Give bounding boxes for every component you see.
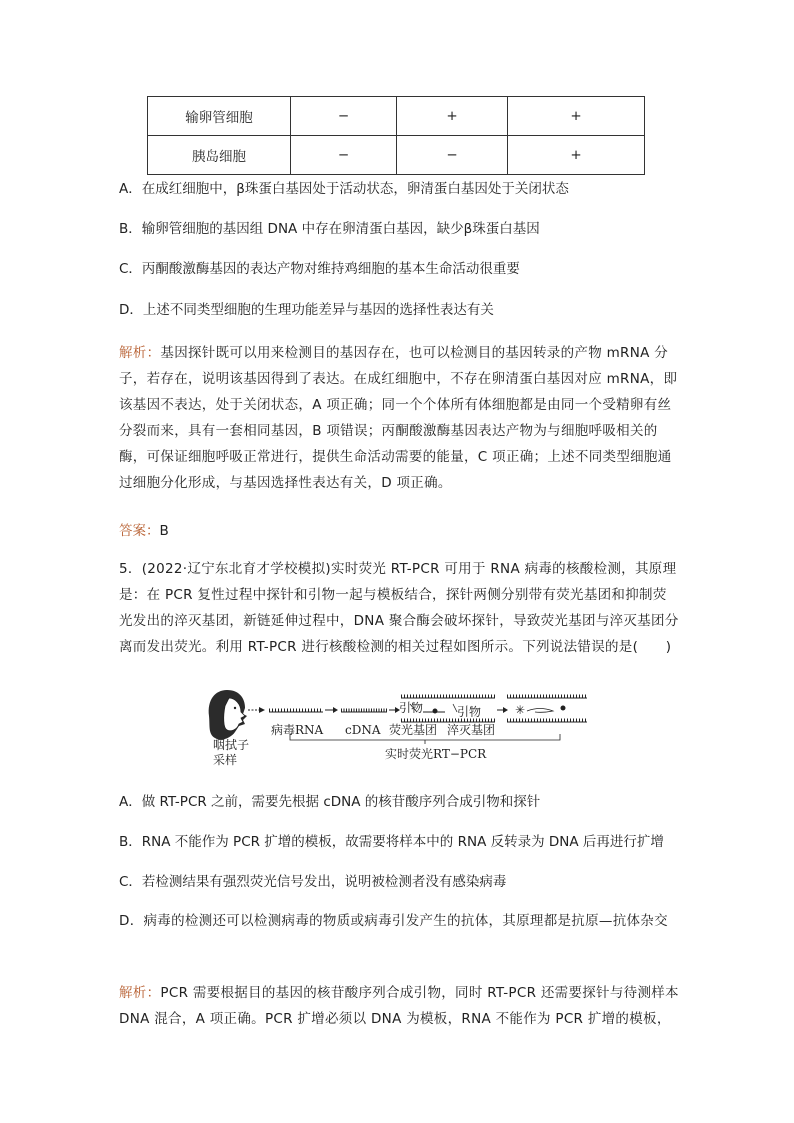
fluorophore-dot [433, 709, 438, 714]
label-rt-pcr: 实时荧光RT−PCR [385, 747, 487, 761]
arrow-icon [325, 707, 338, 713]
label-sample: 采样 [213, 753, 238, 767]
analysis-label: 解析： [119, 985, 161, 1001]
table-cell-value: − [291, 97, 397, 136]
q5-option-c: C．若检测结果有强烈荧光信号发出，说明被检测者没有感染病毒 [119, 874, 507, 890]
table-cell-value: + [508, 97, 645, 136]
q4-option-a: A．在成红细胞中，β珠蛋白基因处于活动状态，卵清蛋白基因处于关闭状态 [119, 181, 569, 197]
analysis-text: 基因探针既可以用来检测目的基因存在，也可以检测目的基因转录的产物 mRNA 分子，若存在，说明该基因得到了表达。在成红细胞中，不存在卵清蛋白基因对应 mRNA，即该基因不表达，处于关闭状态，A 项正确；同一个个体所有体细胞都是由同一个受精卵有丝分裂而来，具有一套相同基因，B 项错误；丙酮酸激酶基因表达产物为与细胞呼吸相关的酶，可保证细胞呼吸正常进行，提供生命活动需要的能量，C 项正确；上述不同类型细胞通过细胞分化形成，与基因选择性表达有关，D 项正确。 [119, 345, 678, 491]
q5-option-b: B．RNA 不能作为 PCR 扩增的模板，故需要将样本中的 RNA 反转录为 DNA 后再进行扩增 [119, 834, 664, 850]
table-row [148, 136, 645, 175]
q4-analysis [119, 340, 679, 496]
analysis-text: PCR 需要根据目的基因的核苷酸序列合成引物，同时 RT-PCR 还需要探针与待测样本 DNA 混合，A 项正确。PCR 扩增必须以 DNA 为模板，RNA 不能作为 PCR 扩增的模板， [119, 985, 679, 1027]
label-cdna: cDNA [345, 723, 381, 737]
quencher-dot [561, 706, 566, 711]
table-row [148, 97, 645, 136]
arrow-icon [497, 707, 508, 713]
table-cell-value: − [397, 136, 508, 175]
rt-pcr-diagram [205, 686, 595, 782]
analysis-label: 解析： [119, 345, 161, 361]
fluorescence-star-icon: ✳ [515, 703, 526, 717]
q4-option-c: C．丙酮酸激酶基因的表达产物对维持鸡细胞的基本生命活动很重要 [119, 261, 520, 277]
q5-analysis [119, 980, 679, 1032]
person-head-icon [209, 690, 247, 740]
expression-table [147, 96, 645, 175]
table-cell-type: 胰岛细胞 [148, 136, 291, 175]
label-primer-2: 引物 [457, 705, 482, 719]
answer-value: B [159, 523, 169, 539]
rna-strand [269, 710, 323, 712]
q5-stem: 5．(2022·辽宁东北育才学校模拟)实时荧光 RT-PCR 可用于 RNA 病毒的核酸检测，其原理是：在 PCR 复性过程中探针和引物一起与模板结合，探针两侧分别带有荧光基团和抑制荧光发出的淬灭基团，新链延伸过程中，DNA 聚合酶会破坏探针，导致荧光基团与淬灭基团分离而发出荧光。利用 RT-PCR 进行核酸检测的相关过程如图所示。下列说法错误的是( ) [119, 561, 679, 655]
swab-arrow-icon [248, 707, 265, 713]
q4-answer [119, 521, 169, 541]
q4-option-d: D．上述不同类型细胞的生理功能差异与基因的选择性表达有关 [119, 302, 494, 318]
cdna-strand [341, 710, 387, 712]
label-fluorophore: 荧光基团 [389, 723, 438, 737]
table-cell-value: + [397, 97, 508, 136]
q5-option-d: D．病毒的检测还可以检测病毒的物质或病毒引发产生的抗体，其原理都是抗原—抗体杂交 [119, 913, 668, 929]
label-swab: 咽拭子 [213, 738, 250, 752]
q4-option-b: B．输卵管细胞的基因组 DNA 中存在卵清蛋白基因，缺少β珠蛋白基因 [119, 221, 540, 237]
label-virus-rna: 病毒RNA [271, 723, 324, 737]
table-cell-type: 输卵管细胞 [148, 97, 291, 136]
label-quencher: 淬灭基团 [447, 723, 496, 737]
answer-label: 答案： [119, 523, 160, 539]
label-primer-1: 引物 [399, 701, 424, 715]
q5-option-a: A．做 RT-PCR 之前，需要先根据 cDNA 的核苷酸序列合成引物和探针 [119, 794, 541, 810]
table-cell-value: + [508, 136, 645, 175]
extension-stage [507, 696, 587, 722]
table-cell-value: − [291, 136, 397, 175]
